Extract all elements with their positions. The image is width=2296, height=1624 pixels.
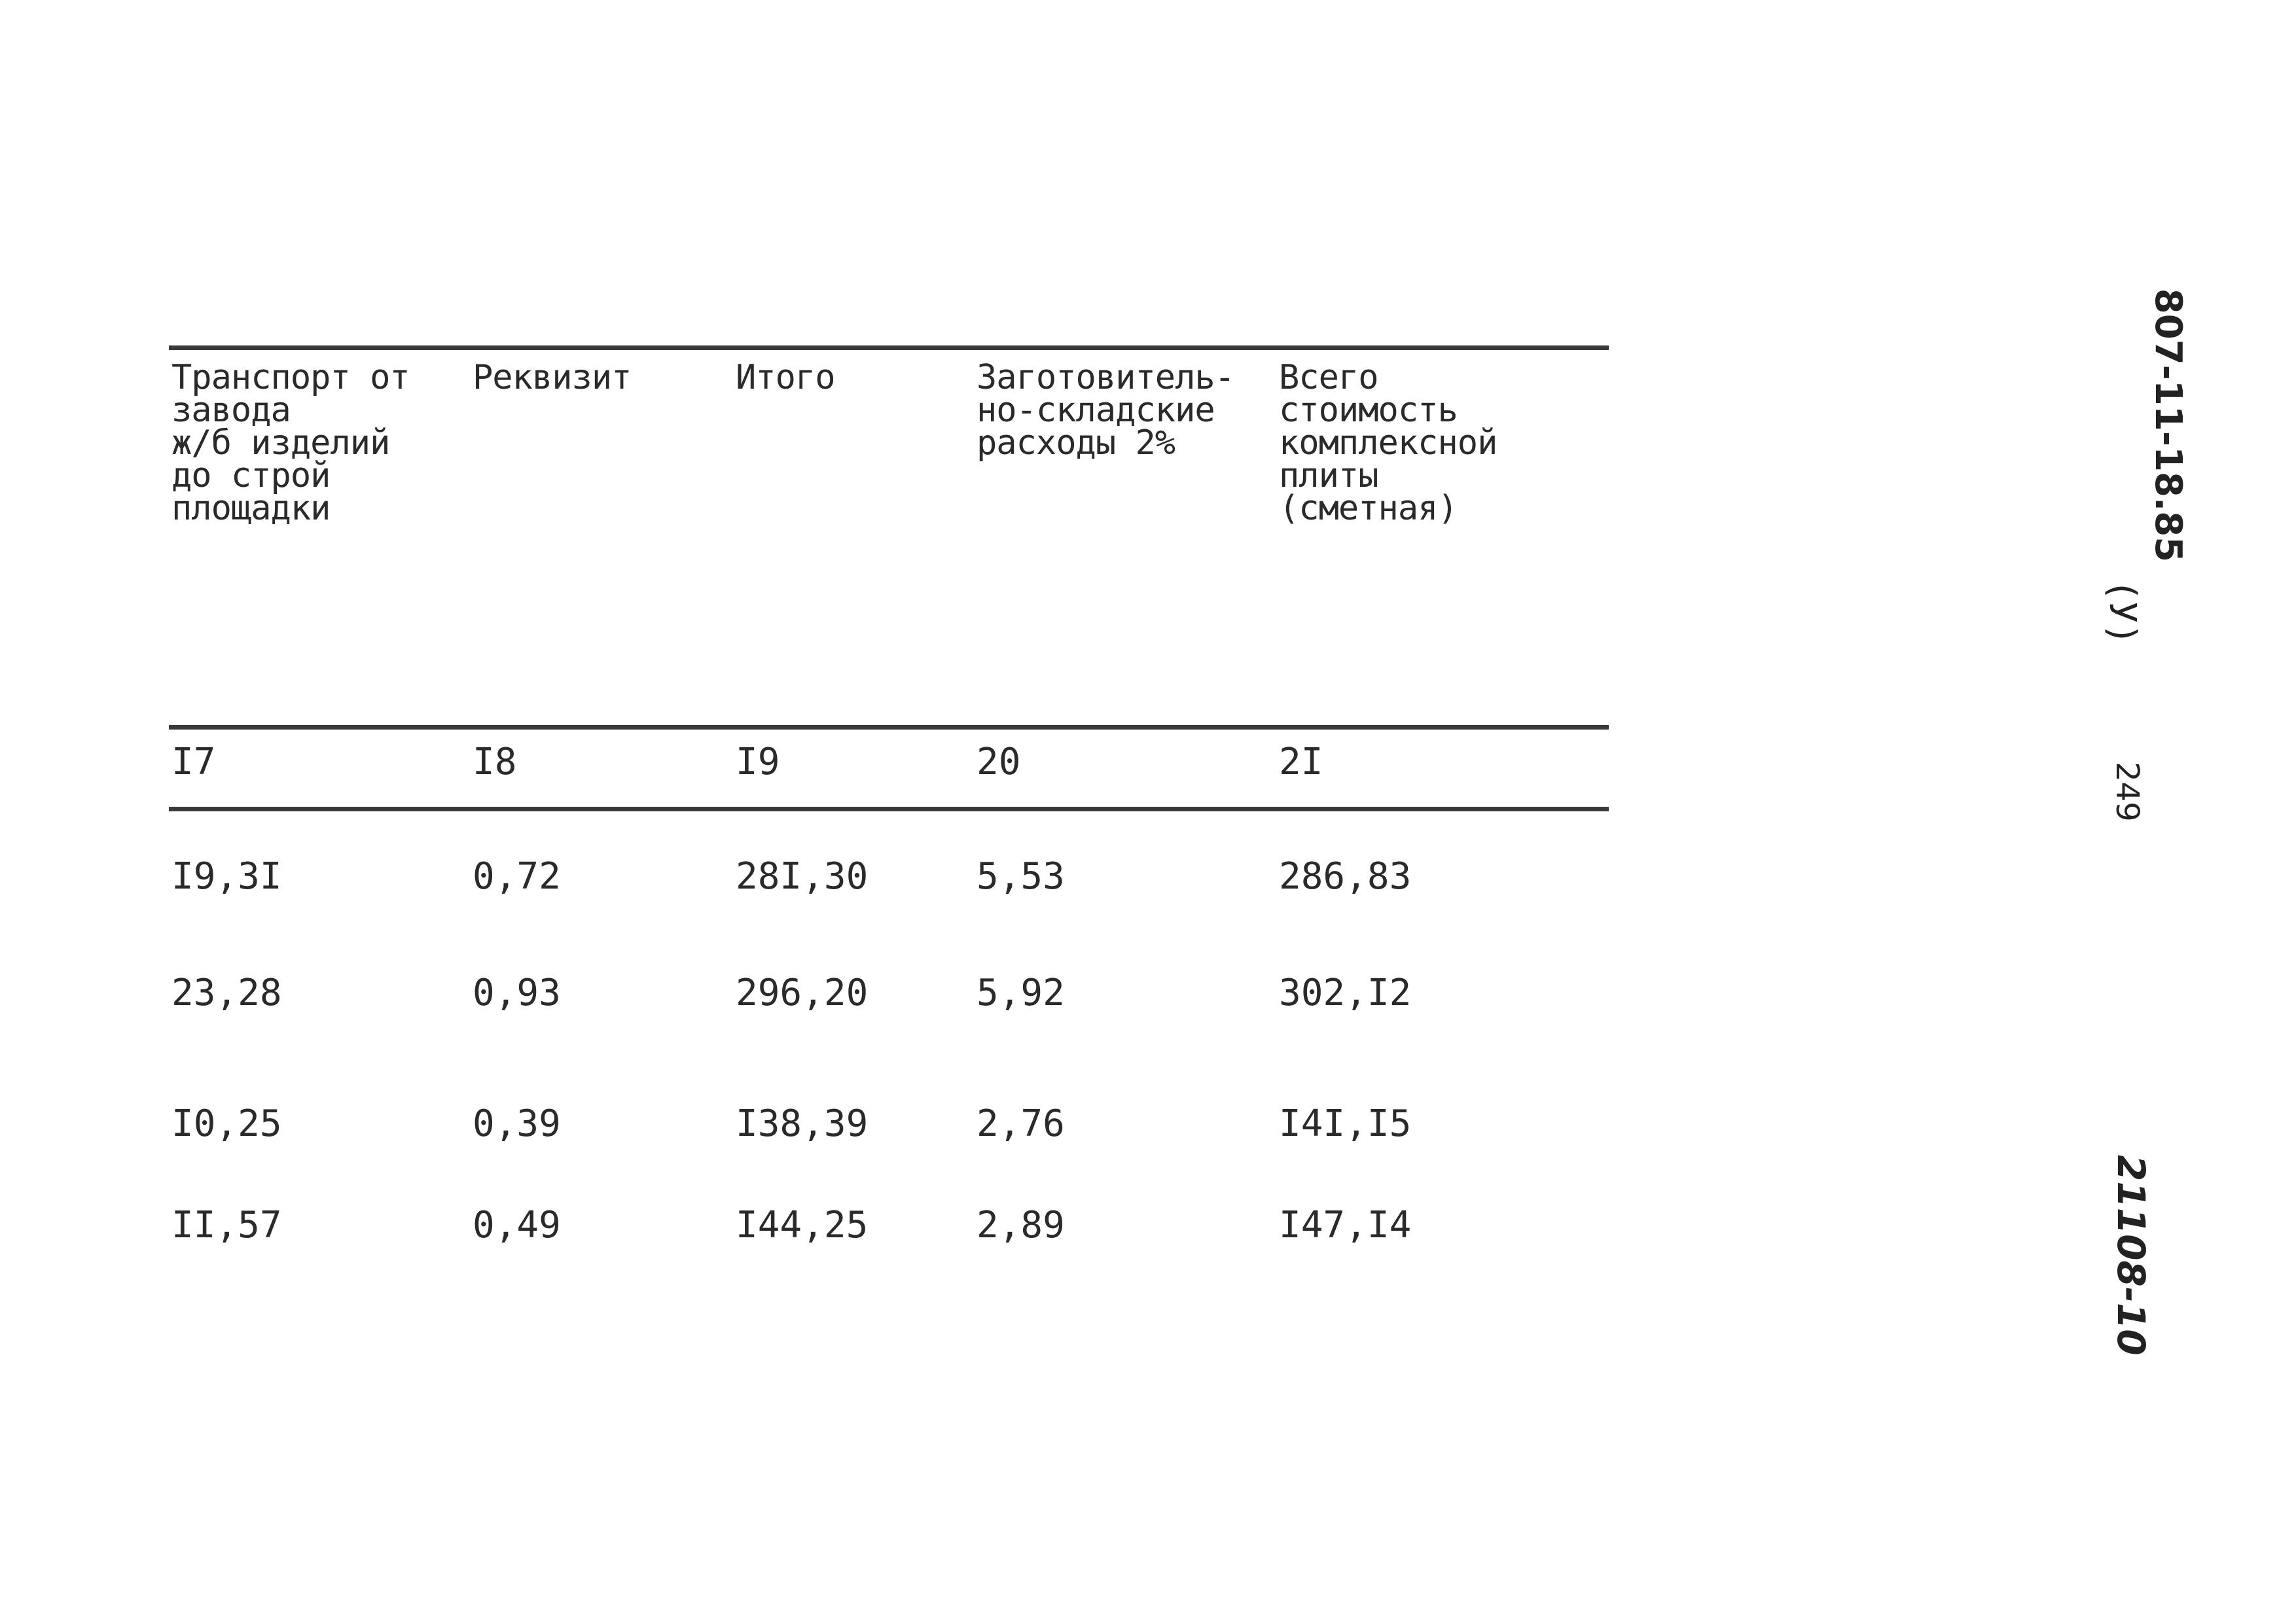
table-cell: I4I,I5 <box>1279 1103 1412 1145</box>
table-cell: I0,25 <box>171 1103 282 1145</box>
page-number: 249 <box>2109 762 2145 822</box>
table-cell: 5,92 <box>977 972 1065 1014</box>
header-bottom-rule <box>169 725 1609 730</box>
table-cell: 2,89 <box>977 1204 1065 1246</box>
table-cell: I47,I4 <box>1279 1204 1412 1246</box>
inventory-number: 21108-10 <box>2109 1155 2153 1356</box>
header-transport: Транспорт от завода ж/б изделий до строй площадки <box>171 358 410 528</box>
column-number: 2I <box>1279 741 1323 783</box>
column-number: 20 <box>977 741 1021 783</box>
table-cell: 302,I2 <box>1279 972 1412 1014</box>
column-number: I8 <box>473 741 517 783</box>
table-cell: 0,93 <box>473 972 561 1014</box>
table-cell: II,57 <box>171 1204 282 1246</box>
document-mark: (У) <box>2101 579 2144 646</box>
table-cell: 23,28 <box>171 972 282 1014</box>
table-cell: 28I,30 <box>736 855 869 898</box>
table-cell: 296,20 <box>736 972 869 1014</box>
table-cell: I44,25 <box>736 1204 869 1246</box>
document-code: 807-11-18.85 <box>2147 288 2189 563</box>
table-cell: 2,76 <box>977 1103 1065 1145</box>
column-number: I9 <box>736 741 780 783</box>
table-cell: I9,3I <box>171 855 282 898</box>
header-procurement: Заготовитель- но-складские расходы 2% <box>977 358 1234 463</box>
header-total: Итого <box>736 358 835 397</box>
column-numbers-rule <box>169 807 1609 811</box>
table-top-rule <box>169 345 1609 350</box>
table-cell: 0,39 <box>473 1103 561 1145</box>
header-requisite: Реквизит <box>473 358 632 397</box>
header-estimate-cost: Всего стоимость комплексной плиты (сметная) <box>1279 358 1498 528</box>
table-cell: 5,53 <box>977 855 1065 898</box>
table-cell: 0,49 <box>473 1204 561 1246</box>
column-number: I7 <box>171 741 216 783</box>
table-cell: 286,83 <box>1279 855 1412 898</box>
table-cell: 0,72 <box>473 855 561 898</box>
table-cell: I38,39 <box>736 1103 869 1145</box>
